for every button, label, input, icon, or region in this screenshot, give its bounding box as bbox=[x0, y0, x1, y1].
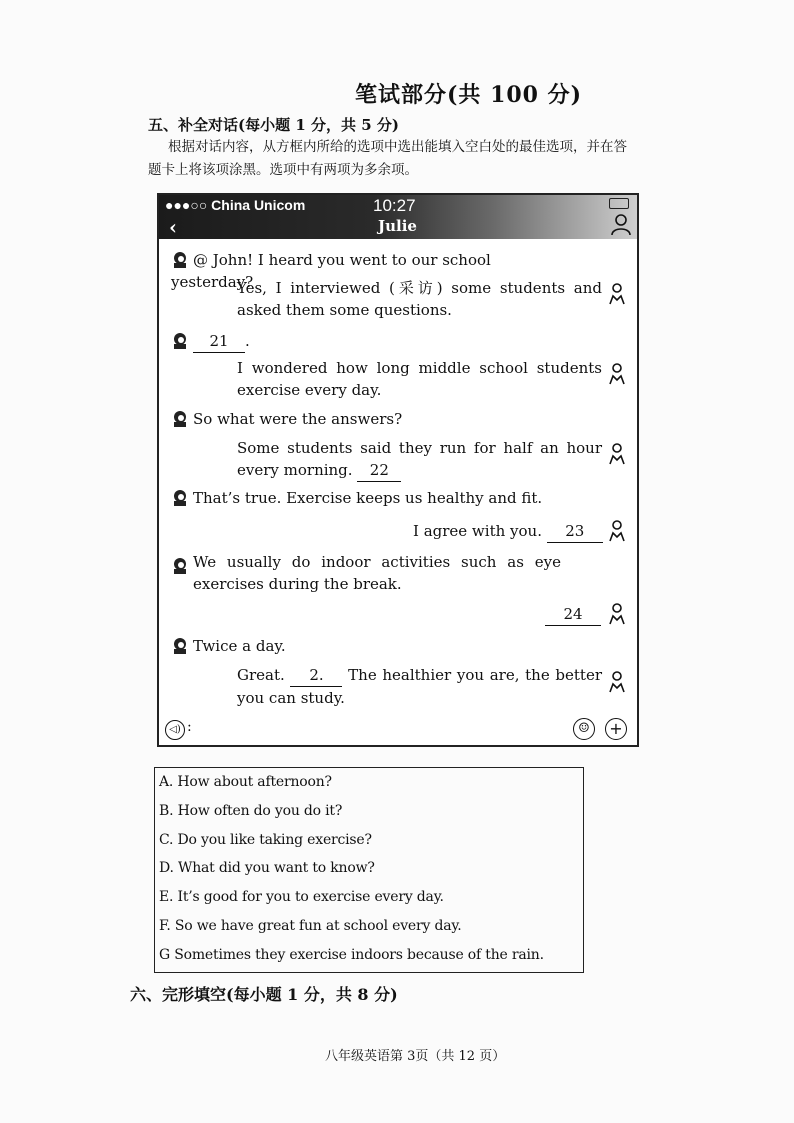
option-a: A. How about afternoon? bbox=[159, 774, 332, 790]
section-6-heading: 六、完形填空(每小题 1 分，共 8 分) bbox=[130, 985, 398, 1004]
option-e: E. It’s good for you to exercise every day. bbox=[159, 889, 444, 905]
message-text: We usually do indoor activities such as eye exercises during the break. bbox=[193, 553, 561, 593]
message-text: That’s true. Exercise keeps us healthy and fit. bbox=[193, 489, 543, 507]
instruction-line-1: 根据对话内容，从方框内所给的选项中选出能填入空白处的最佳选项，并在答 bbox=[168, 139, 627, 155]
john-avatar-icon bbox=[609, 520, 625, 542]
john-avatar-icon bbox=[609, 603, 625, 625]
julie-avatar-icon bbox=[171, 489, 189, 506]
chat-input-bar bbox=[159, 715, 637, 745]
plus-icon[interactable]: + bbox=[605, 718, 627, 740]
message-text: Great. bbox=[237, 666, 285, 684]
john-avatar-icon bbox=[609, 363, 625, 385]
option-g: G Sometimes they exercise indoors because of the rain. bbox=[159, 947, 544, 963]
input-field[interactable]: : bbox=[187, 719, 192, 735]
john-avatar-icon bbox=[609, 671, 625, 693]
carrier-label: ●●●○○ China Unicom bbox=[165, 197, 306, 213]
message-text: Some students said they run for half an hour every morning. bbox=[237, 439, 602, 479]
chevron-left-icon[interactable]: ‹ bbox=[169, 215, 177, 239]
instruction-line-2: 题卡上将该项涂黑。选项中有两项为多余项。 bbox=[148, 162, 418, 178]
clock: 10:27 bbox=[373, 196, 416, 215]
blank-23: 23 bbox=[547, 520, 603, 543]
phone-chat-screenshot bbox=[157, 193, 639, 747]
message-text: Twice a day. bbox=[193, 637, 286, 655]
options-box bbox=[154, 767, 584, 973]
blank-24: 24 bbox=[545, 603, 601, 626]
chat-message-right bbox=[237, 664, 602, 709]
emoji-icon[interactable]: ☺ bbox=[573, 718, 595, 740]
option-b: B. How often do you do it? bbox=[159, 803, 343, 819]
julie-avatar-icon bbox=[171, 637, 189, 654]
page-title: 笔试部分(共 100 分) bbox=[355, 82, 583, 108]
blank-25: 2. bbox=[290, 664, 342, 687]
message-text: I wondered how long middle school students exercise every day. bbox=[237, 359, 602, 399]
voice-icon[interactable]: ◁) bbox=[165, 720, 185, 740]
message-text: The healthier you are, the better you can study. bbox=[237, 666, 602, 707]
chat-message-left bbox=[171, 408, 571, 430]
option-d: D. What did you want to know? bbox=[159, 860, 375, 876]
contact-profile-icon[interactable] bbox=[609, 212, 633, 236]
chat-message-left bbox=[171, 635, 571, 657]
john-avatar-icon bbox=[609, 283, 625, 305]
chat-message-right bbox=[237, 437, 602, 482]
contact-name: Julie bbox=[378, 217, 417, 235]
chat-message-left bbox=[171, 551, 561, 595]
option-f: F. So we have great fun at school every day. bbox=[159, 918, 462, 934]
phone-status-bar bbox=[159, 195, 637, 239]
julie-avatar-icon bbox=[171, 557, 189, 574]
message-text: @ John! I heard you went to our school yesterday? bbox=[171, 251, 491, 291]
message-text: I agree with you. bbox=[413, 522, 542, 540]
section-5-heading: 五、补全对话(每小题 1 分，共 5 分) bbox=[148, 116, 399, 134]
blank-21: 21 bbox=[193, 330, 245, 353]
chat-message-left: 21 . bbox=[171, 330, 571, 353]
chat-message-right bbox=[237, 357, 602, 401]
julie-avatar-icon bbox=[171, 251, 189, 268]
chat-message-right bbox=[237, 277, 602, 321]
julie-avatar-icon bbox=[171, 410, 189, 427]
john-avatar-icon bbox=[609, 443, 625, 465]
message-text: Yes, I interviewed (采访) some students and asked them some questions. bbox=[237, 279, 602, 319]
chat-message-left bbox=[171, 487, 571, 509]
message-text: So what were the answers? bbox=[193, 410, 403, 428]
battery-icon bbox=[609, 198, 629, 209]
julie-avatar-icon bbox=[171, 332, 189, 349]
chat-message-right bbox=[413, 520, 603, 543]
page-footer: 八年级英语第 3页（共 12 页） bbox=[325, 1049, 506, 1064]
chat-message-right bbox=[541, 603, 601, 626]
option-c: C. Do you like taking exercise? bbox=[159, 832, 372, 848]
blank-22: 22 bbox=[357, 459, 401, 482]
